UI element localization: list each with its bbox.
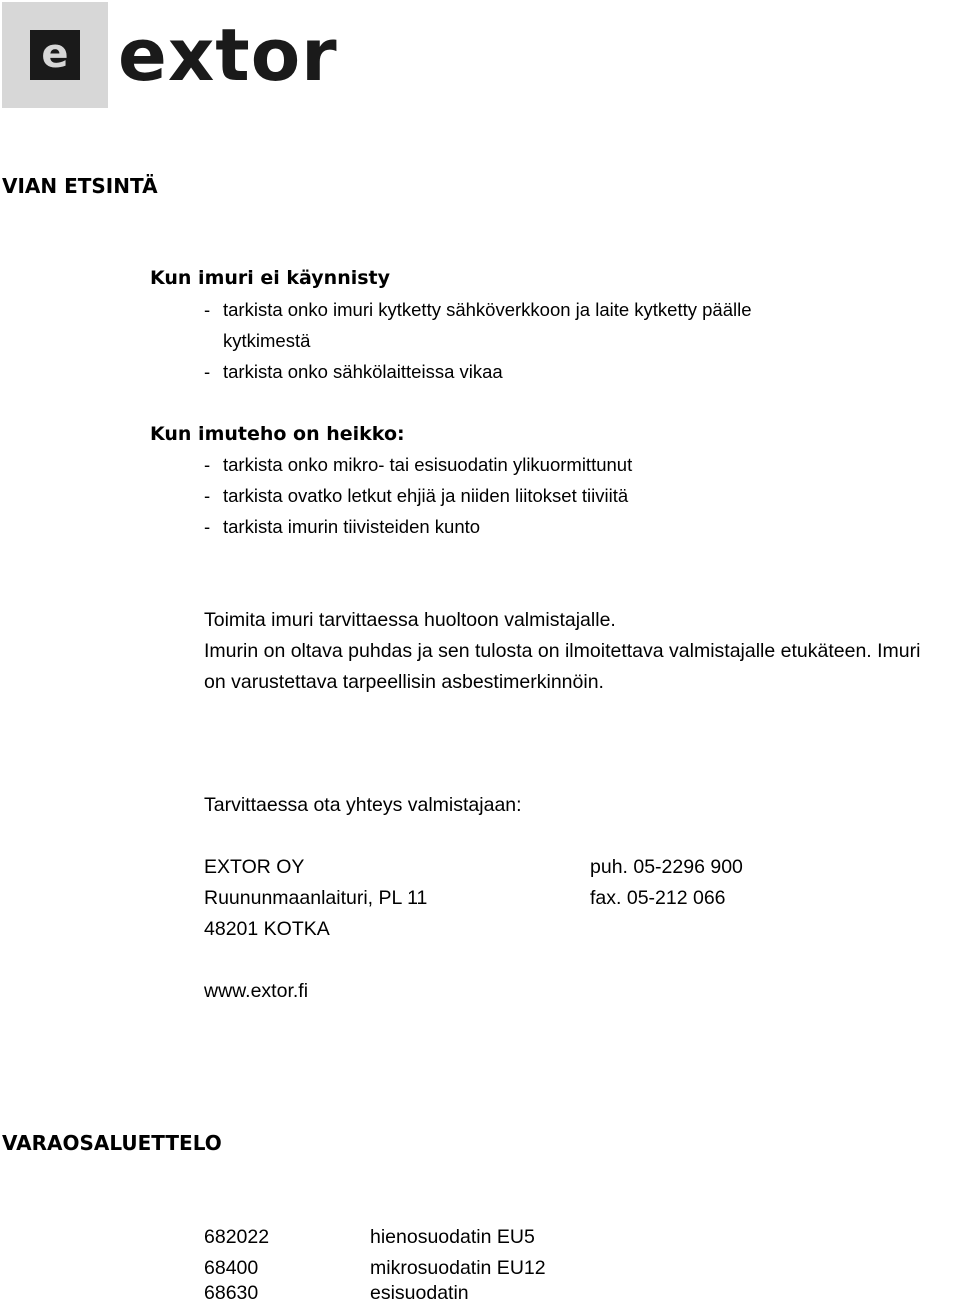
service-paragraph-line: on varustettava tarpeellisin asbestimerkinnöin. (204, 671, 604, 693)
part-code: 68630 (204, 1282, 259, 1304)
part-description: mikrosuodatin EU12 (370, 1257, 546, 1279)
fax-number: fax. 05-212 066 (590, 887, 726, 909)
part-code: 68400 (204, 1257, 259, 1279)
list-item-text: tarkista ovatko letkut ehjiä ja niiden liitokset tiiviitä (223, 485, 629, 506)
list-item-text: tarkista imurin tiivisteiden kunto (223, 516, 481, 537)
part-description: esisuodatin (370, 1282, 469, 1304)
list-item-text: tarkista onko sähkölaitteissa vikaa (223, 361, 503, 382)
extor-logo-wordmark: extor (118, 13, 338, 97)
logo-background (2, 2, 108, 108)
part-description: hienosuodatin EU5 (370, 1226, 535, 1248)
list-item-text: tarkista onko imuri kytketty sähköverkkoon ja laite kytketty päälle (223, 299, 752, 320)
bullet-dash: - (204, 485, 211, 506)
company-city: 48201 KOTKA (204, 918, 330, 940)
service-paragraph-line: Imurin on oltava puhdas ja sen tulosta on ilmoitettava valmistajalle etukäteen. Imuri (204, 640, 921, 662)
company-name: EXTOR OY (204, 856, 305, 878)
extor-logo-icon: e (30, 30, 80, 80)
contact-intro: Tarvittaessa ota yhteys valmistajaan: (204, 794, 522, 816)
troubleshooting-title: VIAN ETSINTÄ (2, 174, 158, 198)
section-heading-weak-suction: Kun imuteho on heikko: (150, 423, 405, 445)
section-heading-not-starting: Kun imuri ei käynnisty (150, 267, 391, 289)
phone-number: puh. 05-2296 900 (590, 856, 743, 878)
website-link[interactable]: www.extor.fi (204, 980, 309, 1002)
service-paragraph-line: Toimita imuri tarvittaessa huoltoon valmistajalle. (204, 609, 616, 631)
bullet-dash: - (204, 361, 211, 382)
company-address: Ruununmaanlaituri, PL 11 (204, 887, 428, 909)
parts-list-title: VARAOSALUETTELO (2, 1131, 222, 1155)
bullet-dash: - (204, 516, 211, 537)
part-code: 682022 (204, 1226, 270, 1248)
list-item-text: kytkimestä (223, 330, 311, 351)
list-item-text: tarkista onko mikro- tai esisuodatin ylikuormittunut (223, 454, 633, 475)
bullet-dash: - (204, 299, 211, 320)
bullet-dash: - (204, 454, 211, 475)
